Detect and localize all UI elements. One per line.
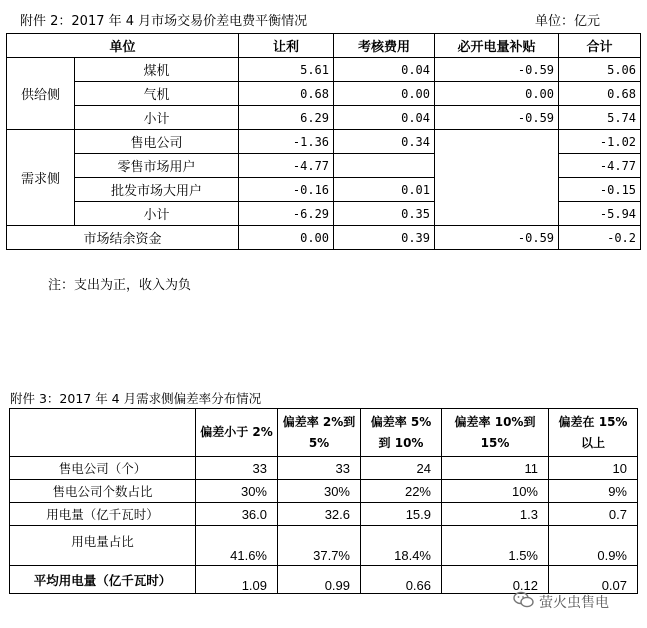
header-dev-lt2: 偏差小于 2% bbox=[196, 409, 278, 457]
cell-rangli: -1.36 bbox=[239, 130, 334, 154]
cell-heji: 5.06 bbox=[559, 58, 641, 82]
cell-butie bbox=[435, 130, 559, 226]
watermark bbox=[513, 591, 609, 613]
cell-value: 0.12 bbox=[442, 566, 549, 594]
header-rangli: 让利 bbox=[239, 34, 334, 58]
cell-rangli: 5.61 bbox=[239, 58, 334, 82]
cell-value: 0.07 bbox=[549, 566, 638, 594]
cell-kaohe: 0.04 bbox=[334, 58, 435, 82]
cell-value: 1.3 bbox=[442, 503, 549, 526]
cell-kaohe: 0.04 bbox=[334, 106, 435, 130]
row-name: 批发市场大用户 bbox=[75, 178, 239, 202]
row-name: 售电公司 bbox=[75, 130, 239, 154]
cell-rangli: 0.00 bbox=[239, 226, 334, 250]
cell-butie: -0.59 bbox=[435, 226, 559, 250]
cell-value: 1.5% bbox=[442, 526, 549, 566]
row-name: 零售市场用户 bbox=[75, 154, 239, 178]
cell-heji: -4.77 bbox=[559, 154, 641, 178]
cell-value: 33 bbox=[196, 457, 278, 480]
cell-kaohe: 0.34 bbox=[334, 130, 435, 154]
cell-kaohe: 0.35 bbox=[334, 202, 435, 226]
table-row bbox=[10, 480, 638, 503]
watermark-text: 萤火虫售电 bbox=[539, 595, 609, 611]
cell-heji: -1.02 bbox=[559, 130, 641, 154]
cell-butie: -0.59 bbox=[435, 58, 559, 82]
cell-kaohe bbox=[334, 154, 435, 178]
cell-value: 0.99 bbox=[278, 566, 361, 594]
cell-value: 37.7% bbox=[278, 526, 361, 566]
cell-heji: 0.68 bbox=[559, 82, 641, 106]
header-unit: 单位 bbox=[7, 34, 239, 58]
table-row bbox=[10, 503, 638, 526]
cell-value: 10 bbox=[549, 457, 638, 480]
table1-title: 附件 2：2017 年 4 月市场交易价差电费平衡情况 bbox=[20, 14, 308, 29]
table-row bbox=[7, 58, 641, 82]
cell-rangli: -0.16 bbox=[239, 178, 334, 202]
cell-value: 15.9 bbox=[361, 503, 442, 526]
row-label: 用电量占比 bbox=[10, 526, 196, 566]
cell-value: 11 bbox=[442, 457, 549, 480]
table1-note: 注：支出为正，收入为负 bbox=[48, 278, 192, 293]
header-dev-2-5: 偏差率 2%到 5% bbox=[278, 409, 361, 457]
cell-value: 18.4% bbox=[361, 526, 442, 566]
row-label: 平均用电量（亿千瓦时） bbox=[10, 566, 196, 594]
cell-rangli: 6.29 bbox=[239, 106, 334, 130]
cell-value: 1.09 bbox=[196, 566, 278, 594]
table-header-row bbox=[10, 409, 638, 457]
header-dev-gt15: 偏差在 15%以上 bbox=[549, 409, 638, 457]
cell-value: 30% bbox=[196, 480, 278, 503]
table2-title: 附件 3：2017 年 4 月需求侧偏差率分布情况 bbox=[10, 391, 262, 406]
cell-value: 0.66 bbox=[361, 566, 442, 594]
wechat-icon bbox=[513, 591, 535, 613]
table-row bbox=[7, 82, 641, 106]
group-demand: 需求侧 bbox=[7, 130, 75, 226]
cell-heji: -0.15 bbox=[559, 178, 641, 202]
cell-rangli: -6.29 bbox=[239, 202, 334, 226]
cell-heji: 5.74 bbox=[559, 106, 641, 130]
table-row bbox=[7, 226, 641, 250]
cell-value: 10% bbox=[442, 480, 549, 503]
cell-rangli: -4.77 bbox=[239, 154, 334, 178]
table-row bbox=[10, 526, 638, 566]
header-blank bbox=[10, 409, 196, 457]
cell-value: 33 bbox=[278, 457, 361, 480]
cell-value: 0.9% bbox=[549, 526, 638, 566]
cell-value: 9% bbox=[549, 480, 638, 503]
table-row bbox=[10, 457, 638, 480]
header-kaohe: 考核费用 bbox=[334, 34, 435, 58]
cell-butie: 0.00 bbox=[435, 82, 559, 106]
table-row bbox=[10, 566, 638, 594]
row-name: 市场结余资金 bbox=[7, 226, 239, 250]
row-label: 用电量（亿千瓦时） bbox=[10, 503, 196, 526]
cell-heji: -0.2 bbox=[559, 226, 641, 250]
row-name: 小计 bbox=[75, 106, 239, 130]
table-row bbox=[7, 130, 641, 154]
cell-kaohe: 0.00 bbox=[334, 82, 435, 106]
cell-value: 32.6 bbox=[278, 503, 361, 526]
row-label: 售电公司个数占比 bbox=[10, 480, 196, 503]
row-label: 售电公司（个） bbox=[10, 457, 196, 480]
header-heji: 合计 bbox=[559, 34, 641, 58]
row-name: 气机 bbox=[75, 82, 239, 106]
cell-value: 36.0 bbox=[196, 503, 278, 526]
unit-label: 单位：亿元 bbox=[535, 14, 601, 29]
row-name: 煤机 bbox=[75, 58, 239, 82]
balance-table bbox=[6, 33, 641, 250]
cell-butie: -0.59 bbox=[435, 106, 559, 130]
cell-rangli: 0.68 bbox=[239, 82, 334, 106]
row-name: 小计 bbox=[75, 202, 239, 226]
cell-value: 41.6% bbox=[196, 526, 278, 566]
header-dev-5-10: 偏差率 5%到 10% bbox=[361, 409, 442, 457]
cell-kaohe: 0.01 bbox=[334, 178, 435, 202]
cell-heji: -5.94 bbox=[559, 202, 641, 226]
deviation-table bbox=[9, 408, 638, 594]
table-row bbox=[7, 106, 641, 130]
group-supply: 供给侧 bbox=[7, 58, 75, 130]
header-butie: 必开电量补贴 bbox=[435, 34, 559, 58]
cell-value: 0.7 bbox=[549, 503, 638, 526]
cell-value: 24 bbox=[361, 457, 442, 480]
table-header-row bbox=[7, 34, 641, 58]
cell-kaohe: 0.39 bbox=[334, 226, 435, 250]
cell-value: 22% bbox=[361, 480, 442, 503]
cell-value: 30% bbox=[278, 480, 361, 503]
header-dev-10-15: 偏差率 10%到 15% bbox=[442, 409, 549, 457]
